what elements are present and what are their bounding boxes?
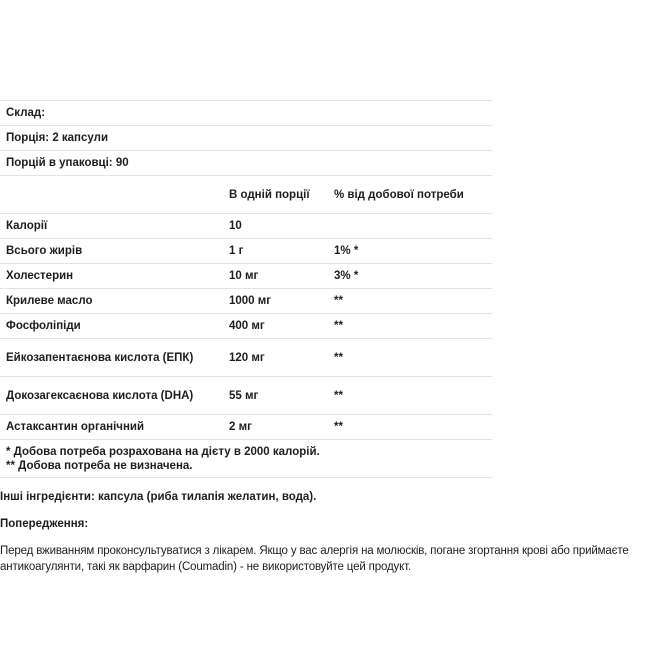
warning-title: Попередження: [0,518,89,530]
nutrient-daily-value: ** [334,351,343,364]
composition-title: Склад: [6,107,46,119]
nutrient-name: Холестерин [6,270,74,282]
nutrient-name: Фосфоліпіди [6,320,81,332]
nutrient-daily-value: ** [334,320,343,332]
warning-text: Перед вживанням проконсультуватися з лікарем. Якщо у вас алергія на молюсків, погане згортання крові або приймаєте антикоагулянти, такі як варфарин (Coumadin) - не використовуйте цей продукт. [0,545,629,573]
nutrient-amount: 400 мг [229,320,265,332]
nutrient-amount: 1 г [229,245,244,257]
nutrient-name: Докозагексаєнова кислота (DHA) [6,389,194,402]
table-row [0,313,492,338]
column-header-per-serving: В одній порції [229,188,310,201]
composition-title-row [0,100,492,125]
table-row [0,288,492,313]
nutrient-amount: 120 мг [229,351,265,364]
nutrient-name: Астаксантин органічний [6,421,145,433]
nutrition-facts-table [0,100,492,478]
servings-per-container: Порцій в упаковці: 90 [6,157,129,169]
table-row [0,376,492,414]
nutrient-daily-value: 1% * [334,245,359,257]
table-header-row [0,175,492,213]
nutrient-name: Всього жирів [6,245,83,257]
nutrient-name: Крилеве масло [6,295,93,307]
nutrient-amount: 10 мг [229,270,259,282]
nutrient-amount: 10 [229,220,242,232]
serving-size-row [0,125,492,150]
nutrient-daily-value: ** [334,389,343,402]
nutrient-amount: 1000 мг [229,295,272,307]
nutrient-daily-value: ** [334,295,343,307]
nutrient-amount: 55 мг [229,389,259,402]
servings-per-container-row [0,150,492,175]
nutrient-name: Калорії [6,220,48,232]
footnote-not-established: ** Добова потреба не визначена. [6,460,193,472]
table-row [0,414,492,439]
nutrient-daily-value: 3% * [334,270,359,282]
nutrient-daily-value: ** [334,421,343,433]
table-row [0,338,492,376]
footnotes [0,439,492,478]
additional-info [0,489,672,575]
table-row [0,213,492,238]
nutrient-name: Ейкозапентаєнова кислота (ЕПК) [6,351,194,364]
nutrient-amount: 2 мг [229,421,252,433]
footnote-daily-value-basis: * Добова потреба розрахована на дієту в 2000 калорій. [6,446,320,458]
column-header-daily-value: % від добової потреби [334,188,464,201]
table-row [0,238,492,263]
table-row [0,263,492,288]
serving-size: Порція: 2 капсули [6,132,109,144]
other-ingredients: Інші інгредієнти: капсула (риба тилапія желатин, вода). [0,491,317,503]
